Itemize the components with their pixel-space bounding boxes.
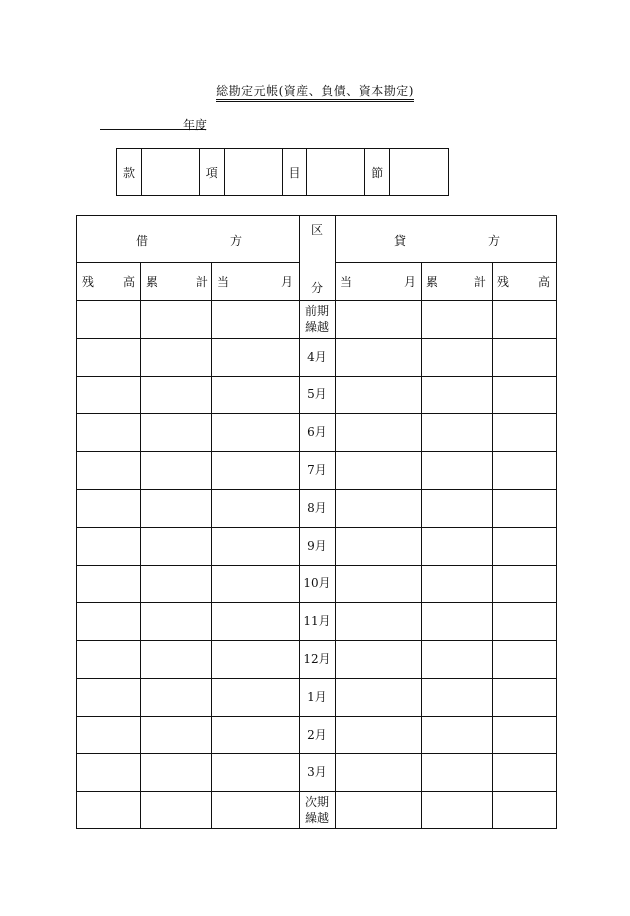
- debit-col-current-month-char-2: 月: [280, 275, 293, 289]
- period-label: 12月: [303, 651, 331, 666]
- ledger-entry-cell[interactable]: [212, 301, 298, 337]
- division-header-top: 区: [310, 223, 323, 237]
- page-title: 総勘定元帳(資産、負債、資本勘定): [0, 82, 630, 99]
- ledger-entry-cell[interactable]: [141, 641, 210, 677]
- ledger-entry-cell[interactable]: [422, 528, 491, 564]
- ledger-entry-cell[interactable]: [77, 641, 139, 677]
- ledger-entry-cell[interactable]: [336, 679, 420, 715]
- credit-col-balance-char-1: 残: [497, 275, 510, 289]
- division-header-bottom: 分: [310, 281, 323, 295]
- ledger-entry-cell[interactable]: [493, 339, 556, 375]
- ledger-entry-cell[interactable]: [77, 490, 139, 526]
- period-label: 7月: [307, 463, 327, 478]
- ledger-entry-cell[interactable]: [422, 301, 491, 337]
- credit-col-balance-char-2: 高: [537, 275, 550, 289]
- ledger-entry-cell[interactable]: [493, 377, 556, 413]
- ledger-entry-cell[interactable]: [422, 452, 491, 488]
- account-code-box: [116, 148, 449, 196]
- debit-col-balance: [82, 273, 135, 290]
- ledger-entry-cell[interactable]: [336, 301, 420, 337]
- ledger-entry-cell[interactable]: [212, 528, 298, 564]
- ledger-entry-cell[interactable]: [212, 717, 298, 753]
- ledger-entry-cell[interactable]: [141, 490, 210, 526]
- ledger-entry-cell[interactable]: [422, 603, 491, 639]
- period-label: 9月: [307, 538, 327, 553]
- ledger-entry-cell[interactable]: [212, 641, 298, 677]
- period-label: 6月: [307, 425, 327, 440]
- ledger-entry-cell[interactable]: [336, 792, 420, 828]
- ledger-entry-cell[interactable]: [493, 679, 556, 715]
- ledger-entry-cell[interactable]: [141, 754, 210, 790]
- ledger-entry-cell[interactable]: [77, 717, 139, 753]
- ledger-entry-cell[interactable]: [77, 414, 139, 450]
- period-label: 11月: [303, 614, 331, 629]
- ledger-entry-cell[interactable]: [336, 603, 420, 639]
- ledger-entry-cell[interactable]: [336, 452, 420, 488]
- credit-col-current-month-char-1: 当: [340, 275, 353, 289]
- credit-col-cumulative-char-2: 計: [473, 275, 486, 289]
- ledger-entry-cell[interactable]: [422, 566, 491, 602]
- ledger-entry-cell[interactable]: [77, 754, 139, 790]
- ledger-entry-cell[interactable]: [422, 717, 491, 753]
- ledger-entry-cell[interactable]: [422, 792, 491, 828]
- ledger-entry-cell[interactable]: [212, 490, 298, 526]
- debit-col-current-month: [217, 273, 293, 290]
- credit-header-char-2: 方: [487, 234, 500, 248]
- credit-col-cumulative-char-1: 累: [426, 275, 439, 289]
- period-label: 4月: [307, 349, 327, 364]
- setsu-label: 節: [365, 149, 390, 195]
- period-label: 3月: [307, 765, 327, 780]
- kou-label: 項: [200, 149, 225, 195]
- ledger-entry-cell[interactable]: [77, 566, 139, 602]
- ledger-entry-cell[interactable]: [77, 679, 139, 715]
- ledger-entry-cell[interactable]: [336, 641, 420, 677]
- kou-field[interactable]: [225, 149, 283, 195]
- ledger-entry-cell[interactable]: [336, 339, 420, 375]
- period-label: 8月: [307, 500, 327, 515]
- ledger-entry-cell[interactable]: [77, 339, 139, 375]
- period-label: 1月: [307, 689, 327, 704]
- ledger-entry-cell[interactable]: [336, 717, 420, 753]
- ledger-entry-cell[interactable]: [493, 717, 556, 753]
- period-label: 前期 繰越: [304, 303, 329, 334]
- debit-col-balance-char-1: 残: [82, 275, 95, 289]
- ledger-entry-cell[interactable]: [141, 717, 210, 753]
- ledger-entry-cell[interactable]: [141, 414, 210, 450]
- debit-header: [136, 232, 242, 249]
- ledger-entry-cell[interactable]: [212, 566, 298, 602]
- ledger-entry-cell[interactable]: [336, 566, 420, 602]
- debit-col-current-month-char-1: 当: [217, 275, 230, 289]
- ledger-entry-cell[interactable]: [77, 792, 139, 828]
- ledger-entry-cell[interactable]: [493, 641, 556, 677]
- ledger-table: [76, 215, 557, 829]
- ledger-entry-cell[interactable]: [422, 754, 491, 790]
- ledger-entry-cell[interactable]: [422, 339, 491, 375]
- ledger-entry-cell[interactable]: [493, 566, 556, 602]
- ledger-entry-cell[interactable]: [77, 603, 139, 639]
- ledger-entry-cell[interactable]: [141, 377, 210, 413]
- ledger-entry-cell[interactable]: [212, 792, 298, 828]
- debit-col-cumulative-char-1: 累: [146, 275, 159, 289]
- ledger-entry-cell[interactable]: [493, 490, 556, 526]
- debit-col-cumulative: [146, 273, 208, 290]
- ledger-entry-cell[interactable]: [212, 414, 298, 450]
- ledger-entry-cell[interactable]: [336, 754, 420, 790]
- ledger-entry-cell[interactable]: [493, 528, 556, 564]
- ledger-entry-cell[interactable]: [141, 603, 210, 639]
- ledger-entry-cell[interactable]: [212, 754, 298, 790]
- ledger-entry-cell[interactable]: [141, 301, 210, 337]
- ledger-entry-cell[interactable]: [141, 452, 210, 488]
- credit-col-balance: [497, 273, 550, 290]
- moku-label: 目: [283, 149, 308, 195]
- period-label: 5月: [307, 387, 327, 402]
- ledger-entry-cell[interactable]: [422, 377, 491, 413]
- ledger-entry-cell[interactable]: [422, 641, 491, 677]
- period-label: 2月: [307, 727, 327, 742]
- ledger-entry-cell[interactable]: [336, 414, 420, 450]
- ledger-entry-cell[interactable]: [141, 528, 210, 564]
- ledger-entry-cell[interactable]: [141, 792, 210, 828]
- ledger-entry-cell[interactable]: [141, 339, 210, 375]
- ledger-entry-cell[interactable]: [141, 566, 210, 602]
- ledger-entry-cell[interactable]: [336, 490, 420, 526]
- ledger-entry-cell[interactable]: [493, 414, 556, 450]
- ledger-entry-cell[interactable]: [141, 679, 210, 715]
- period-label: 次期 繰越: [304, 795, 329, 826]
- setsu-field[interactable]: [390, 149, 448, 195]
- ledger-entry-cell[interactable]: [212, 603, 298, 639]
- kan-label: 款: [117, 149, 142, 195]
- credit-header-char-1: 貸: [394, 234, 407, 248]
- credit-col-cumulative: [426, 273, 486, 290]
- ledger-entry-cell[interactable]: [493, 754, 556, 790]
- kan-field[interactable]: [142, 149, 200, 195]
- ledger-entry-cell[interactable]: [77, 528, 139, 564]
- ledger-entry-cell[interactable]: [336, 377, 420, 413]
- ledger-entry-cell[interactable]: [493, 603, 556, 639]
- ledger-entry-cell[interactable]: [77, 452, 139, 488]
- ledger-entry-cell[interactable]: [212, 679, 298, 715]
- ledger-entry-cell[interactable]: [422, 414, 491, 450]
- ledger-entry-cell[interactable]: [422, 490, 491, 526]
- debit-col-cumulative-char-2: 計: [195, 275, 208, 289]
- debit-header-char-2: 方: [229, 234, 242, 248]
- moku-field[interactable]: [307, 149, 365, 195]
- ledger-entry-cell[interactable]: [212, 377, 298, 413]
- ledger-entry-cell[interactable]: [493, 301, 556, 337]
- credit-col-current-month-char-2: 月: [403, 275, 416, 289]
- ledger-entry-cell[interactable]: [493, 452, 556, 488]
- ledger-entry-cell[interactable]: [212, 339, 298, 375]
- credit-col-current-month: [340, 273, 416, 290]
- year-label: 年度: [183, 118, 208, 132]
- credit-header: [394, 232, 500, 249]
- ledger-entry-cell[interactable]: [336, 528, 420, 564]
- ledger-entry-cell[interactable]: [422, 679, 491, 715]
- period-label: 10月: [303, 576, 331, 591]
- ledger-entry-cell[interactable]: [77, 377, 139, 413]
- ledger-entry-cell[interactable]: [212, 452, 298, 488]
- ledger-entry-cell[interactable]: [493, 792, 556, 828]
- debit-header-char-1: 借: [136, 234, 149, 248]
- ledger-entry-cell[interactable]: [77, 301, 139, 337]
- debit-col-balance-char-2: 高: [122, 275, 135, 289]
